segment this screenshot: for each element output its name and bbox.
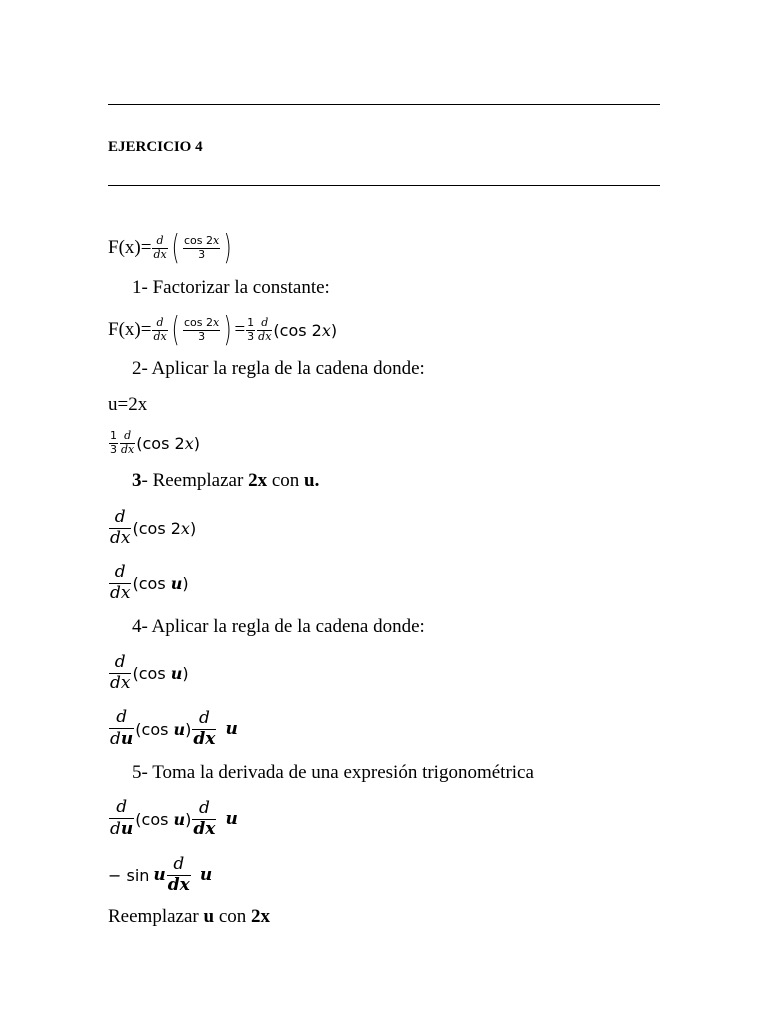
top-rule — [108, 104, 660, 105]
step-2-text: 2- Aplicar la regla de la cadena donde: — [132, 358, 425, 379]
cos-over-three-fraction: $\frac{\cos 2x}{3}$ — [183, 233, 220, 261]
step-5-text: 5- Toma la derivada de una expresión trigonométrica — [132, 762, 534, 783]
step-4-text: 4- Aplicar la regla de la cadena donde: — [132, 616, 425, 637]
equation-d-dx-cosu-2: $\frac{d}{dx}$ (cos u) — [110, 651, 189, 693]
u-definition: u=2x — [108, 394, 148, 415]
one-third-fraction: $\frac{1}{3}$ — [247, 315, 255, 343]
exercise-heading: EJERCICIO 4 — [108, 139, 203, 155]
right-paren: ) — [223, 228, 232, 268]
final-step-text: Reemplazar u con 2x — [108, 906, 270, 927]
equation-fx-2: F(x)= $\frac{d}{dx}$ ( $\frac{\cos 2x}{3}$ ) = $\frac{1}{3}$ $\frac{d}{dx}$ (cos 2x) — [108, 310, 338, 350]
step-1-text: 1- Factorizar la constante: — [132, 277, 330, 298]
equation-d-dx-cosu: $\frac{d}{dx}$ (cos u) — [110, 561, 189, 603]
equation-d-dx-cos2x: $\frac{d}{dx}$ (cos 2x) — [110, 506, 197, 548]
equation-fx-1 — [108, 228, 234, 268]
step-3-text: 3 - Reemplazar 2x con u. — [132, 470, 320, 491]
bottom-rule — [108, 185, 660, 186]
equation-chain-rule-2: $\frac{d}{du}$ (cos u) $\frac{d}{dx}$ u — [110, 797, 238, 839]
equation-chain-rule: $\frac{d}{du}$ (cos u) $\frac{d}{dx}$ u — [110, 707, 238, 749]
equation-minus-sin: − sin u $\frac{d}{dx}$ u — [108, 853, 213, 895]
equation-third-derivative: $\frac{1}{3}$ $\frac{d}{dx}$ (cos 2x) — [110, 428, 200, 456]
fx-label: F(x)= — [108, 237, 152, 258]
left-paren: ( — [171, 228, 180, 268]
d-dx-fraction: $\frac{d}{dx}$ — [153, 233, 167, 261]
